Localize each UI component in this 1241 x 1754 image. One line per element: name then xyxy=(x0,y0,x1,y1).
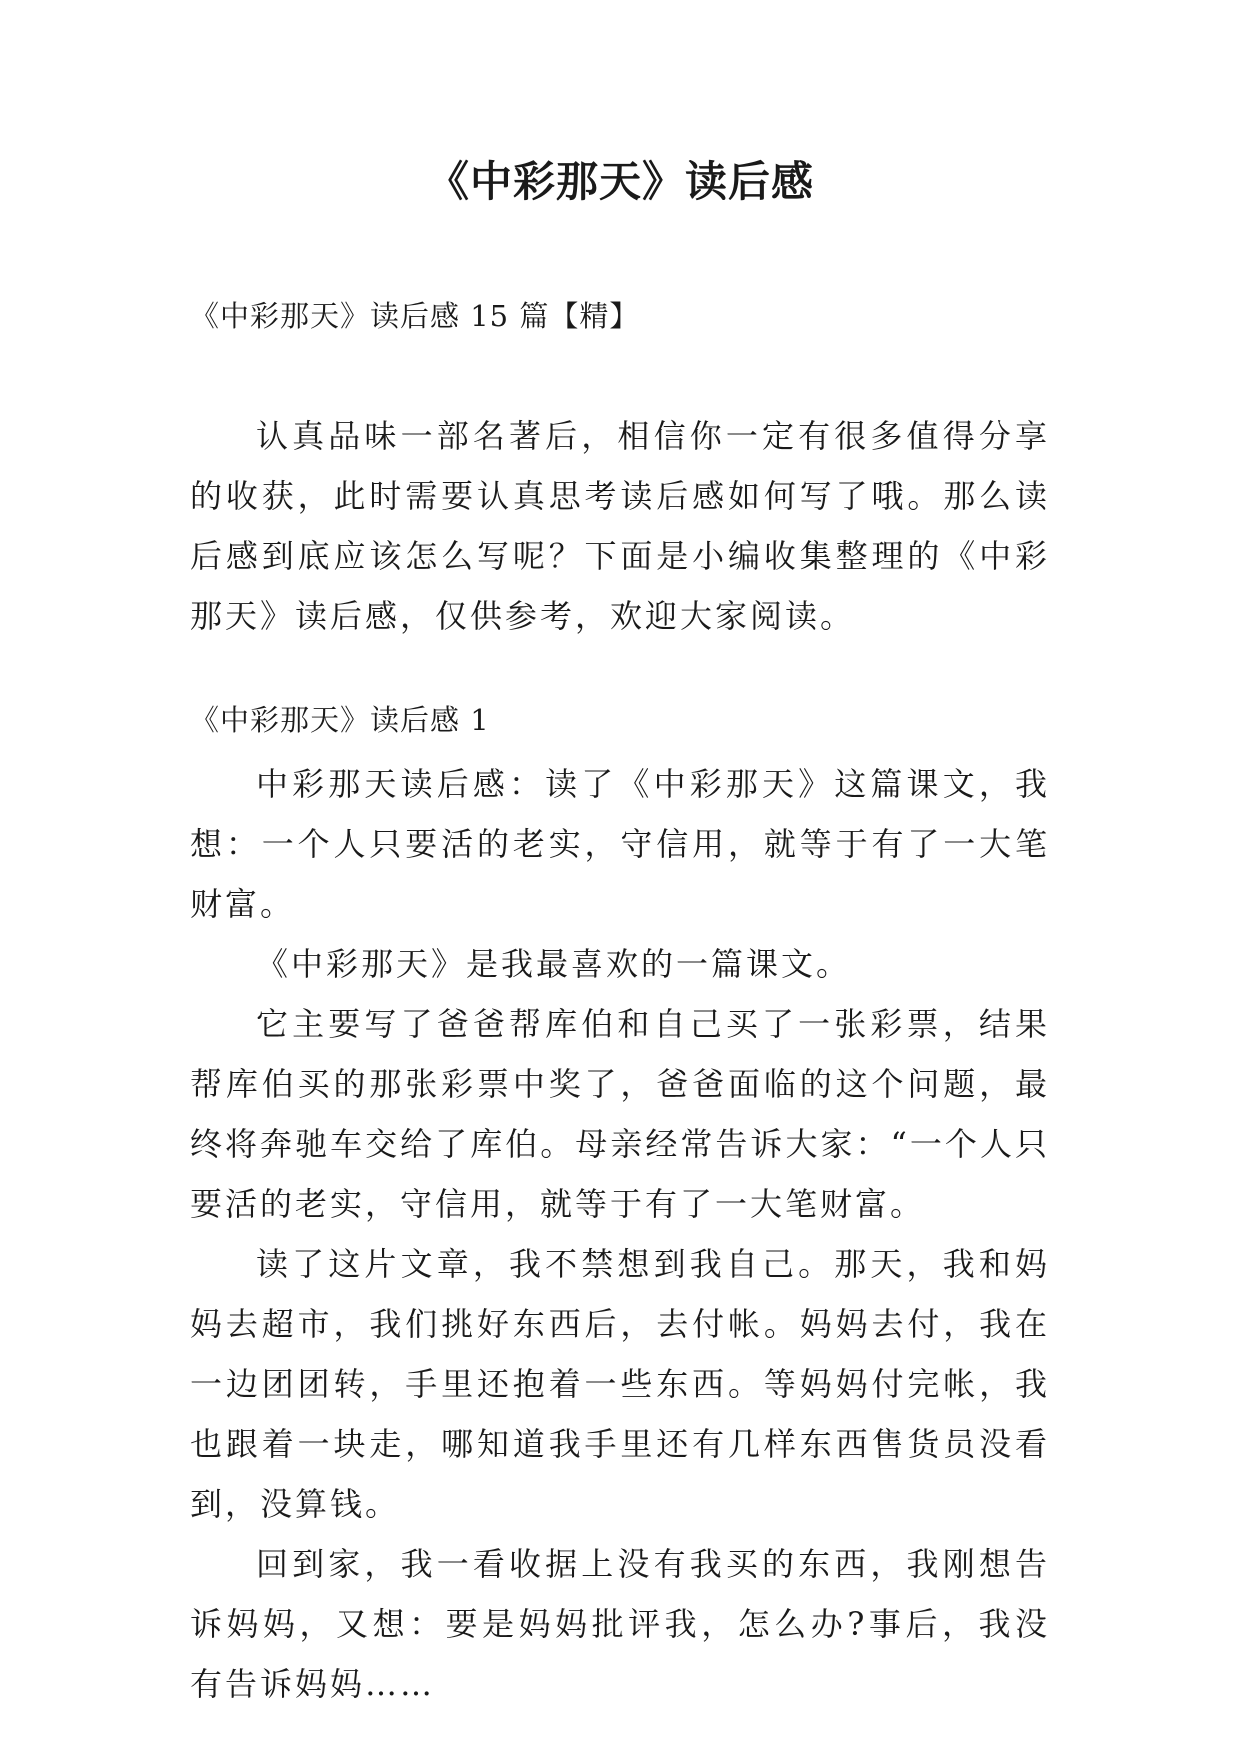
body-paragraph: 它主要写了爸爸帮库伯和自己买了一张彩票，结果帮库伯买的那张彩票中奖了，爸爸面临的这个问题，最终将奔驰车交给了库伯。母亲经常告诉大家：“一个人只要活的老实，守信用，就等于有了一大笔财富。 xyxy=(190,1005,1050,1223)
body-paragraph: 《中彩那天》是我最喜欢的一篇课文。 xyxy=(256,945,852,983)
document-subtitle: 《中彩那天》读后感 15 篇【精】 xyxy=(190,299,640,333)
essay-body xyxy=(190,754,1050,1714)
body-paragraph: 中彩那天读后感：读了《中彩那天》这篇课文，我想：一个人只要活的老实，守信用，就等于有了一大笔财富。 xyxy=(190,765,1050,923)
body-paragraph: 读了这片文章，我不禁想到我自己。那天，我和妈妈去超市，我们挑好东西后，去付帐。妈妈去付，我在一边团团转，手里还抱着一些东西。等妈妈付完帐，我也跟着一块走，哪知道我手里还有几样东西售货员没看到，没算钱。 xyxy=(190,1245,1050,1523)
section-heading: 《中彩那天》读后感 1 xyxy=(190,703,490,737)
intro-paragraph: 认真品味一部名著后，相信你一定有很多值得分享的收获，此时需要认真思考读后感如何写了哦。那么读后感到底应该怎么写呢？下面是小编收集整理的《中彩那天》读后感，仅供参考，欢迎大家阅读。 xyxy=(190,417,1050,635)
body-paragraph: 回到家，我一看收据上没有我买的东西，我刚想告诉妈妈，又想：要是妈妈批评我，怎么办?事后，我没有告诉妈妈…… xyxy=(190,1545,1050,1703)
document-title: 《中彩那天》读后感 xyxy=(426,157,814,206)
